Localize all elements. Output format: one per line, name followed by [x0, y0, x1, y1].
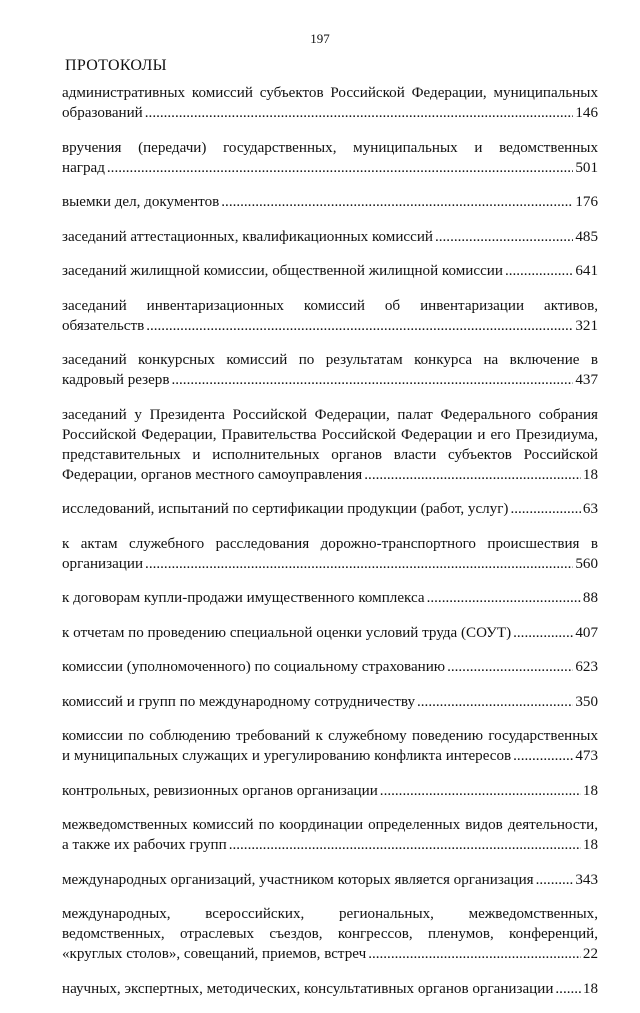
entry-text: наград — [62, 159, 105, 176]
entry-page-number: 18 — [582, 837, 598, 853]
entry-page-number: 641 — [575, 263, 598, 279]
entry-text: кадровый резерв — [62, 372, 170, 388]
entry-last-line — [62, 746, 598, 766]
entry-text-line: комиссии по соблюдению требований к служебному поведению государственных — [62, 728, 598, 744]
entry-last-line — [62, 465, 598, 485]
index-entry — [62, 588, 598, 608]
dot-leader — [380, 781, 581, 801]
entry-page-number: 18 — [582, 782, 598, 799]
entry-text: и муниципальных служащих и урегулированию конфликта интересов — [62, 748, 512, 764]
entry-last-line — [62, 692, 598, 712]
index-entry — [62, 979, 598, 999]
dot-leader — [171, 370, 573, 390]
dot-leader — [107, 158, 573, 178]
dot-leader — [145, 554, 573, 574]
entry-last-line — [62, 623, 598, 643]
index-entry — [62, 405, 598, 485]
entry-last-line — [62, 870, 598, 890]
dot-leader — [145, 103, 574, 123]
entry-last-line — [62, 979, 598, 999]
entry-page-number: 501 — [575, 159, 598, 176]
entry-page-number: 321 — [575, 317, 598, 334]
entry-text-line: вручения (передачи) государственных, муниципальных и ведомственных — [62, 139, 598, 156]
entry-page-number: 18 — [582, 980, 598, 997]
index-entry — [62, 623, 598, 643]
entry-page-number: 176 — [575, 194, 598, 210]
entry-page-number: 407 — [575, 624, 598, 641]
entry-text-line: заседаний инвентаризационных комиссий об инвентаризации активов, — [62, 297, 598, 314]
dot-leader — [368, 944, 581, 964]
entry-text-line: к актам служебного расследования дорожно-транспортного происшествия в — [62, 535, 598, 552]
index-entry — [62, 192, 598, 212]
index-entry — [62, 815, 598, 855]
entry-last-line — [62, 781, 598, 801]
entry-page-number: 350 — [575, 693, 598, 710]
entry-last-line — [62, 158, 598, 178]
entry-text: обязательств — [62, 317, 145, 334]
dot-leader — [427, 588, 581, 608]
index-entry — [62, 726, 598, 766]
entry-text: заседаний аттестационных, квалификационных комиссий — [62, 228, 433, 245]
dot-leader — [513, 746, 573, 766]
entry-text-line: межведомственных комиссий по координации определенных видов деятельности, — [62, 817, 598, 833]
entry-page-number: 22 — [582, 946, 598, 962]
dot-leader — [229, 835, 581, 855]
dot-leader — [513, 623, 573, 643]
index-entry — [62, 227, 598, 247]
dot-leader — [417, 692, 573, 712]
dot-leader — [510, 499, 580, 519]
index-entry — [62, 781, 598, 801]
entry-text: научных, экспертных, методических, консультативных органов организации — [62, 980, 554, 997]
entry-page-number: 560 — [575, 555, 598, 572]
entry-text: а также их рабочих групп — [62, 837, 227, 853]
entry-last-line — [62, 370, 598, 390]
entry-text: комиссий и групп по международному сотрудничеству — [62, 693, 415, 710]
entry-last-line — [62, 316, 598, 336]
dot-leader — [536, 870, 574, 890]
entry-text: выемки дел, документов — [62, 194, 220, 210]
index-entry — [62, 904, 598, 964]
entry-text: международных организаций, участником которых является организация — [62, 871, 534, 888]
entry-text-line: административных комиссий субъектов Российской Федерации, муниципальных — [62, 85, 598, 101]
entry-page-number: 88 — [582, 590, 598, 606]
index-entry — [62, 296, 598, 336]
index-entry — [62, 657, 598, 677]
entry-page-number: 18 — [582, 466, 598, 483]
dot-leader — [146, 316, 573, 336]
index-entry — [62, 138, 598, 178]
entry-text: Федерации, органов местного самоуправления — [62, 466, 363, 483]
index-entry — [62, 350, 598, 390]
entry-text-line: заседаний конкурсных комиссий по результатам конкурса на включение в — [62, 352, 598, 368]
entry-page-number: 623 — [575, 659, 598, 675]
entry-last-line — [62, 944, 598, 964]
entry-page-number: 473 — [575, 748, 598, 764]
entry-text: заседаний жилищной комиссии, общественной жилищной комиссии — [62, 263, 503, 279]
page-number: 197 — [310, 31, 330, 46]
entry-text-line: заседаний у Президента Российской Федерации, палат Федерального собрания — [62, 406, 598, 423]
dot-leader — [435, 227, 573, 247]
entry-text: к договорам купли-продажи имущественного комплекса — [62, 590, 425, 606]
entry-last-line — [62, 588, 598, 608]
entry-last-line — [62, 499, 598, 519]
dot-leader — [555, 979, 581, 999]
entry-text: организации — [62, 555, 144, 572]
index-entry — [62, 499, 598, 519]
entry-text: комиссии (уполномоченного) по социальному страхованию — [62, 659, 446, 675]
index-entry — [62, 534, 598, 574]
entry-page-number: 63 — [582, 501, 598, 517]
entry-text-line: представительных и исполнительных органов власти субъектов Российской — [62, 446, 598, 463]
index-entry — [62, 83, 598, 123]
dot-leader — [221, 192, 573, 212]
entry-page-number: 485 — [575, 228, 598, 245]
dot-leader — [447, 657, 573, 677]
entry-last-line — [62, 835, 598, 855]
entry-page-number: 146 — [575, 105, 598, 121]
section-heading: ПРОТОКОЛЫ — [65, 57, 167, 74]
dot-leader — [364, 465, 581, 485]
entry-page-number: 437 — [575, 372, 598, 388]
entry-page-number: 343 — [575, 871, 598, 888]
entry-last-line — [62, 192, 598, 212]
entry-text: контрольных, ревизионных органов организации — [62, 782, 378, 799]
entry-last-line — [62, 261, 598, 281]
entry-last-line — [62, 103, 598, 123]
entry-last-line — [62, 554, 598, 574]
entry-text: к отчетам по проведению специальной оценки условий труда (СОУТ) — [62, 624, 512, 641]
entry-text-line: Российской Федерации, Правительства Российской Федерации и его Президиума, — [62, 426, 598, 443]
entry-text-line: международных, всероссийских, региональных, межведомственных, — [62, 906, 598, 922]
index-entry — [62, 261, 598, 281]
entry-text-line: ведомственных, отраслевых съездов, конгрессов, пленумов, конференций, — [62, 926, 598, 942]
dot-leader — [505, 261, 573, 281]
index-entry — [62, 870, 598, 890]
entry-last-line — [62, 657, 598, 677]
entry-last-line — [62, 227, 598, 247]
entry-text: исследований, испытаний по сертификации продукции (работ, услуг) — [62, 501, 509, 517]
index-entry — [62, 692, 598, 712]
entry-text: образований — [62, 105, 143, 121]
index-entries — [62, 83, 598, 1013]
entry-text: «круглых столов», совещаний, приемов, встреч — [62, 946, 367, 962]
